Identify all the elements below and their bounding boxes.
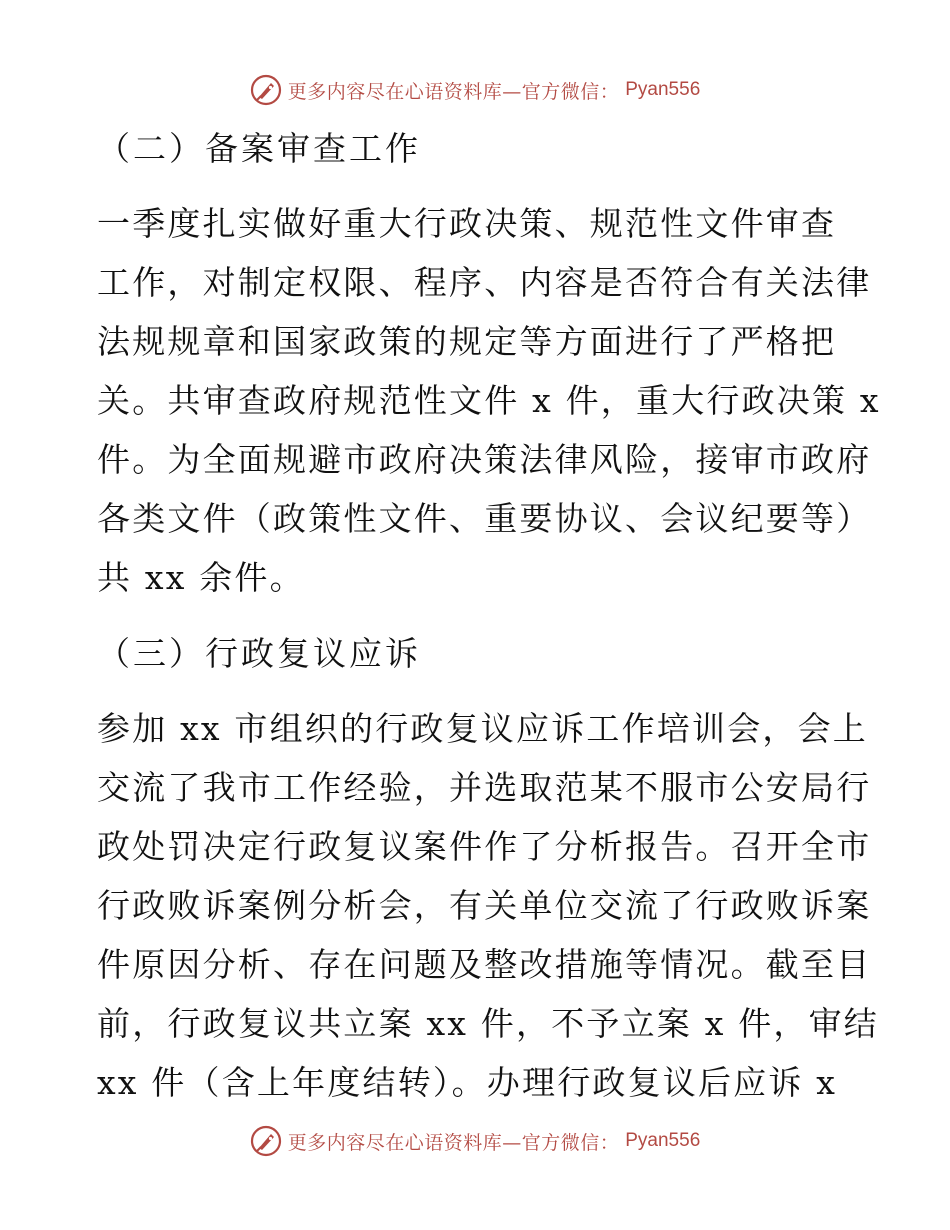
footer-watermark <box>0 1124 950 1158</box>
paragraph-line: 共 xx 余件。 <box>97 558 305 597</box>
watermark-text: 更多内容尽在心语资料库—官方微信： <box>287 80 620 103</box>
paragraph-line: 交流了我市工作经验，并选取范某不服市公安局行 <box>97 768 872 807</box>
watermark-text: 更多内容尽在心语资料库—官方微信： <box>287 1131 620 1154</box>
section-heading-administrative-review: （三）行政复议应诉 <box>97 634 421 673</box>
section-heading-filing-review: （二）备案审查工作 <box>97 129 421 168</box>
section-paragraph-filing-review <box>97 194 881 607</box>
paragraph-line: 参加 xx 市组织的行政复议应诉工作培训会，会上 <box>97 709 869 748</box>
document-body <box>97 120 881 1130</box>
pen-nib-logo-icon <box>250 74 282 106</box>
paragraph-line: 一季度扎实做好重大行政决策、规范性文件审查 <box>97 204 837 243</box>
paragraph-line: 关。共审查政府规范性文件 x 件，重大行政决策 x <box>97 381 881 420</box>
paragraph-line: 政处罚决定行政复议案件作了分析报告。召开全市 <box>97 827 872 866</box>
watermark-wechat-id: Pyan556 <box>625 1130 701 1151</box>
paragraph-line: 件。为全面规避市政府决策法律风险，接审市政府 <box>97 440 872 479</box>
paragraph-line: 前，行政复议共立案 xx 件，不予立案 x 件，审结 <box>97 1004 879 1043</box>
paragraph-line: 法规规章和国家政策的规定等方面进行了严格把 <box>97 322 837 361</box>
paragraph-line: 行政败诉案例分析会，有关单位交流了行政败诉案 <box>97 886 872 925</box>
paragraph-line: xx 件（含上年度结转）。办理行政复议后应诉 x <box>97 1063 838 1102</box>
paragraph-line: 各类文件（政策性文件、重要协议、会议纪要等） <box>97 499 872 538</box>
paragraph-line: 工作，对制定权限、程序、内容是否符合有关法律 <box>97 263 872 302</box>
watermark-wechat-id: Pyan556 <box>625 79 701 100</box>
paragraph-line: 件原因分析、存在问题及整改措施等情况。截至目 <box>97 945 872 984</box>
pen-nib-logo-icon <box>250 1125 282 1157</box>
section-paragraph-administrative-review <box>97 699 879 1112</box>
header-watermark <box>0 73 950 107</box>
